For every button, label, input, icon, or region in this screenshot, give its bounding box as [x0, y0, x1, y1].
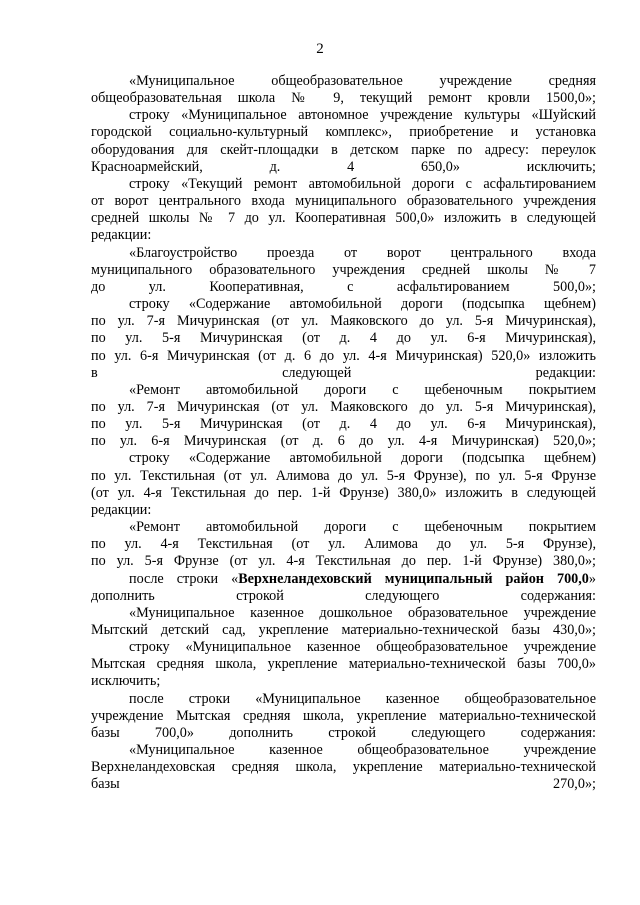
text-line: после строки «Муниципальное казенное общеобразовательное: [129, 690, 596, 707]
text-line: «Муниципальное казенное дошкольное образовательное учреждение: [129, 604, 596, 621]
paragraph: [91, 571, 596, 605]
text-line: по ул. 5-я Фрунзе (от ул. 4-я Текстильная до пер. 1-й Фрунзе) 380,0»;: [91, 553, 596, 570]
text-line: «Муниципальное казенное общеобразовательное учреждение: [129, 742, 596, 759]
text-line: Верхнеландеховская средняя школа, укрепление материально-технической: [91, 759, 596, 776]
text-line: [91, 588, 596, 604]
text-line: строку «Муниципальное автономное учреждение культуры «Шуйский: [129, 107, 596, 124]
text-line: строку «Текущий ремонт автомобильной дороги с асфальтированием: [129, 175, 596, 192]
text-line: Мытская средняя школа, укрепление материально-технической базы 700,0»: [91, 656, 596, 673]
text-line: строку «Содержание автомобильной дороги (подсыпка щебнем): [129, 296, 596, 313]
text-line: строку «Муниципальное казенное общеобразовательное учреждение: [129, 639, 596, 656]
text-line: «Ремонт автомобильной дороги с щебеночным покрытием: [129, 519, 596, 536]
text-line: до ул. Кооперативная, с асфальтированием 500,0»;: [91, 278, 596, 295]
text-line: Красноармейский, д. 4 650,0» исключить;: [91, 158, 596, 175]
text-line: по ул. 7-я Мичуринская (от ул. Маяковского до ул. 5-я Мичуринская),: [91, 398, 596, 415]
text-line: [129, 571, 596, 587]
text-run: дополнить строкой следующего содержания:: [91, 587, 596, 604]
document-body: [91, 73, 596, 794]
text-line: в следующей редакции:: [91, 364, 596, 381]
bold-text-run: Верхнеландеховский муниципальный район 700,0: [238, 570, 589, 587]
text-line: общеобразовательная школа № 9, текущий ремонт кровли 1500,0»;: [91, 90, 596, 107]
text-line: исключить;: [91, 673, 161, 690]
text-line: от ворот центрального входа муниципального образовательного учреждения: [91, 193, 596, 210]
paragraph: [91, 639, 596, 690]
text-line: муниципального образовательного учреждения средней школы № 7: [91, 261, 596, 278]
text-run: после строки «: [129, 570, 239, 587]
text-line: по ул. Текстильная (от ул. Алимова до ул. 5-я Фрунзе), по ул. 5-я Фрунзе: [91, 467, 596, 484]
paragraph: [91, 450, 596, 519]
text-run: »: [588, 570, 596, 587]
paragraph: [91, 296, 596, 382]
text-line: строку «Содержание автомобильной дороги (подсыпка щебнем): [129, 450, 596, 467]
paragraph: [91, 519, 596, 570]
text-line: по ул. 6-я Мичуринская (от д. 6 до ул. 4-я Мичуринская) 520,0»;: [91, 433, 596, 450]
paragraph: [91, 176, 596, 245]
text-line: по ул. 4-я Текстильная (от ул. Алимова до ул. 5-я Фрунзе),: [91, 536, 596, 553]
text-line: базы 270,0»;: [91, 776, 596, 793]
text-line: по ул. 5-я Мичуринская (от д. 4 до ул. 6-я Мичуринская),: [91, 330, 596, 347]
text-line: «Ремонт автомобильной дороги с щебеночным покрытием: [129, 381, 596, 398]
text-line: учреждение Мытская средняя школа, укрепление материально-технической: [91, 707, 596, 724]
paragraph: [91, 605, 596, 639]
paragraph: [91, 742, 596, 793]
paragraph: [91, 73, 596, 107]
text-line: Мытский детский сад, укрепление материально-технической базы 430,0»;: [91, 622, 596, 638]
text-line: по ул. 6-я Мичуринская (от д. 6 до ул. 4-я Мичуринская) 520,0» изложить: [91, 347, 596, 364]
text-line: по ул. 5-я Мичуринская (от д. 4 до ул. 6-я Мичуринская),: [91, 416, 596, 433]
text-line: редакции:: [91, 501, 152, 518]
paragraph: [91, 245, 596, 296]
text-line: «Муниципальное общеобразовательное учреждение средняя: [129, 73, 596, 89]
text-line: оборудования для скейт-площадки в детском парке по адресу: переулок: [91, 141, 596, 158]
paragraph: [91, 691, 596, 742]
text-line: средней школы № 7 до ул. Кооперативная 500,0» изложить в следующей: [91, 210, 596, 227]
text-line: базы 700,0» дополнить строкой следующего содержания:: [91, 724, 596, 741]
paragraph: [91, 382, 596, 451]
text-line: «Благоустройство проезда от ворот центрального входа: [129, 244, 596, 261]
text-line: редакции:: [91, 227, 152, 244]
paragraph: [91, 107, 596, 176]
text-line: по ул. 7-я Мичуринская (от ул. Маяковского до ул. 5-я Мичуринская),: [91, 313, 596, 330]
text-line: (от ул. 4-я Текстильная до пер. 1-й Фрунзе) 380,0» изложить в следующей: [91, 484, 596, 501]
page-number: 2: [316, 41, 324, 57]
text-line: городской социально-культурный комплекс», приобретение и установка: [91, 124, 596, 141]
